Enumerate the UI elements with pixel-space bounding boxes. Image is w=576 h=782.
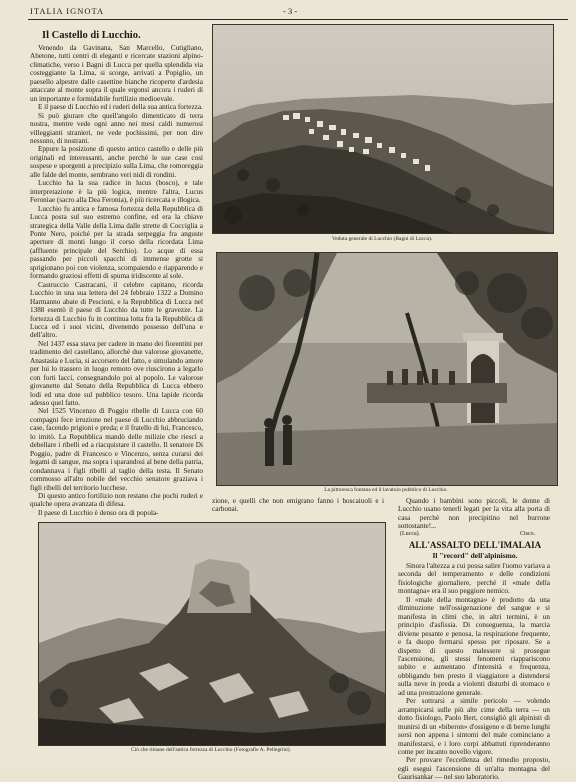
article2-subtitle: Il "record" dell'alpinismo. (432, 551, 518, 560)
paragraph: Per provare l'eccellenza del rimedio proposto, egli esegui l'ascensione di un'alta montagna del Gaurisankar — nel suo laboratorio. (398, 756, 550, 782)
paragraph: zione, e quelli che non emigrano fanno i boscaiuoli e i carbonai. (212, 497, 384, 514)
paragraph: Nel 1525 Vincenzo di Poggio ribelle di Lucca con 60 compagni fece irruzione nel paese di Lucchio abbruciando case, facendo prigioni e preda; e il fratello di lui, Francesco, lo imitò. La Repubblica mandò delle milizie che riescì a debellare i ribelli ed a riacquistare il castello. Il senatore Di Poggio, padre di Francesco e Vincenzo, senza curarsi dei legami di sangue, ma sopra i sparandosi al bene della patria, condannava i figli ribelli al taglio della testa. Il Senato commosso all'alto nobile del vecchio senatore graziava i figli ribelli del territorio lucchese. (30, 407, 203, 492)
article2-title: ALL'ASSALTO DELL'IMALAIA (408, 540, 542, 550)
fountain-illustration (217, 253, 557, 485)
signature-place: (Lucca). (400, 531, 421, 537)
signature-author: Cisco. (520, 531, 536, 537)
fountain-arch (463, 333, 503, 423)
page-number: - 3 - (283, 6, 298, 16)
article2-body (398, 562, 550, 782)
running-title: ITALIA IGNOTA (30, 6, 105, 16)
paragraph: Quando i bambini sono piccoli, le donne di Lucchio usano tenerli legati per la vita alla porta di casa perché non precipitino nel burrone sottostante!... (398, 497, 550, 531)
fortress-illustration (39, 523, 385, 745)
caption-fountain: La pittoresca fontana ed il lavatoio pubblico di Lucchio. (324, 487, 448, 493)
paragraph: Castruccio Castracani, il celebre capitano, ricorda Lucchio in una sua lettera del 24 febbraio 1322 a Domino Harmanno abate di Pescioni, e la Repubblica di Lucca nel 1388 esentò il paese di Lucchio da tutte le gravezze. La fortezza di Lucchio fu in continua lotta fra la Repubblica di Lucca ed i suoi vicini, divenendo possesso dell'una e dell'altro. (30, 280, 203, 340)
article-column-left (30, 44, 203, 517)
paragraph: Il «male della montagna» è prodotto da una diminuzione nell'ossigenazione del sangue e si manifesta in climi che, in altri termini, è un principio d'asfissia. Di conseguenza, la marcia diviene pesante e penosa, la respirazione frequente, e fa duopo fermarsi spesso per riposare. Se a dispetto di questo malessere si prosegue l'ascensione, gli stessi fenomeni riappariscono subito e aumentano d'intensità e frequenza, obbligando ben presto il viaggiatore a distendersi sulla neve in preda a violenti disturbi di stomaco e ad una prostrazione generale. (398, 595, 550, 697)
paragraph: Sinora l'altezza a cui possa salire l'uomo variava a seconda del temperamento e delle condizioni fisiologiche giornaliere, perché il «male della montagna» era il suo peggiore nemico. (398, 562, 550, 596)
paragraph: Si può giurare che quell'angolo dimenticato di terra nostra, mentre vede ogni anno nei mesi caldi numerosi villeggianti stranieri, ne vede pochissimi, per non dire nessuno, di nostrani. (30, 111, 203, 145)
article-title: Il Castello di Lucchio. (42, 30, 141, 41)
paragraph: Il paese di Lucchio è denso ora di popola- (38, 508, 159, 517)
paragraph: Venendo da Gavinana, San Marcello, Cutigliano, Abetone, tutti centri di eleganti e ricercate stazioni alpino-climatiche, verso i Bagni di Lucca per quella splendida via costeggiante la Lima, si scorge, arrivati a Popiglio, un paesello alpestre dalle casettine bianche ricoperte d'ardesia attaccate al monte sopra il quale ergonsi ancora i ruderi di un importante e formidabile fortilizio medioevale. (30, 44, 203, 103)
header-rule (28, 19, 568, 20)
paragraph: Eppure la posizione di questo antico castello e delle più originali ed interessanti, anche perché le sue case così sospese e sporgenti a precipizio sulla Lima, che romoreggia alle falde del monte, sembrano veri nidi di rondini. (30, 145, 203, 179)
paragraph: Lucchio ha la sua radice in lucus (bosco), e tale interpretazione è la più logica, mentre l'altra, Lucus Feroniae (sacro alla Dea Feronia), è più ricercata e illogica. (30, 179, 203, 205)
photo-fountain (216, 252, 558, 486)
caption-village: Veduta generale di Lucchio (Bagni di Lucca). (331, 236, 433, 242)
photo-fortress-ruins (38, 522, 386, 746)
paragraph: Lucchio fu antica e famosa fortezza della Repubblica di Lucca posta sul suo estremo confine, ed era la chiave strategica della Valle della Lima dalle strette di Cocciglia a Ponte Nero, poiché per la strada serpeggia fra anguste aperture di monti lungo il corso della ricordata Lima (affluente principale del Serchio). Lo acque di essa passando per piccoli spacchi di immense grotte si sprigionano poi con violenza, scompaiendo e riapparendo e formando graziosi effetti di spuma iridiscente al sole. (30, 204, 203, 281)
village-illustration (213, 25, 553, 233)
fortress-tower (187, 559, 251, 613)
paragraph: Nel 1437 essa stava per cadere in mano dei fiorentini per tradimento del castellano, allorché due valorose giovanette, Anastasia e Lucia, si accorsero del fatto, e simulando amore per lui lo trassero in luogo remoto ove riuscirono a legarlo con forti lacci, consegnandolo poi al popolo. Le valorose giovanette dal Senato della Repubblica di Lucca ebbero lodi ed una dote sul pubblico tesoro. Una lapide ricorda adesso quel fatto. (30, 339, 203, 408)
paragraph: Per sottrarsi a simile pericolo — volendo arrampicarsi sulle più alte cime della terra — un dotto fisiologo, Paolo Bert, consigliò gli alpinisti di munirsi di un «biberon» d'ossigeno e di berne lunghi sorsi non appena i sintomi del male cominciano a manifestarsi, e i loro corpi abbattuti riprenderanno come per incanto novello vigore. (398, 697, 550, 756)
article-continuation-right (398, 497, 550, 533)
caption-fortress: Ciò che rimane dell'antica fortezza di Lucchio (Fotografie A. Pellegrini). (131, 747, 291, 753)
photo-village-overview (212, 24, 554, 234)
paragraph: Di questo antico fortilizio non restano che pochi ruderi e qualche opera avanzata di difesa. (30, 492, 203, 509)
paragraph: E il paese di Lucchio ed i ruderi della sua antica fortezza. (38, 103, 203, 112)
article-continuation-mid (212, 497, 384, 517)
